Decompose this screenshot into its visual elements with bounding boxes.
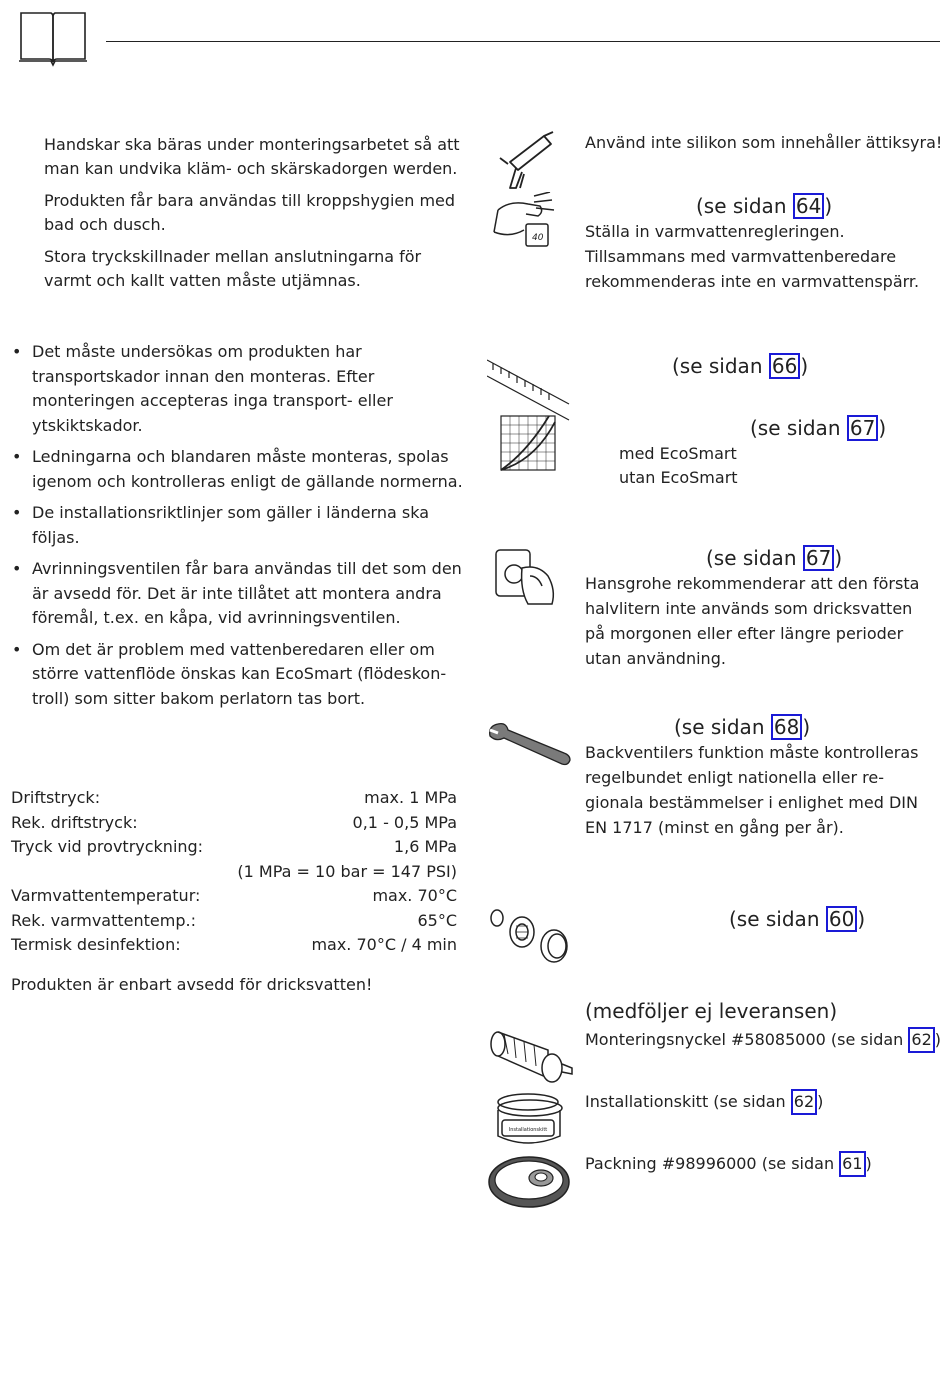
spec-value: 1,6 MPa — [393, 837, 457, 856]
technical-data-table — [11, 786, 457, 958]
safety-paragraph-usage: Produkten får bara användas till kroppshygien med bad och dusch. — [44, 191, 456, 234]
safety-section — [44, 133, 464, 301]
page-link-66[interactable]: 66 — [769, 353, 800, 379]
spec-value: 0,1 - 0,5 MPa — [352, 812, 457, 832]
flow-legend — [619, 442, 738, 490]
page-link-62[interactable]: 62 — [908, 1027, 934, 1053]
spare-parts-page-ref: (se sidan 60 ) — [729, 907, 866, 931]
spec-value: (1 MPa = 10 bar = 147 PSI) — [237, 861, 457, 881]
silicone-warning: Använd inte silikon som innehåller ättiksyra! — [585, 133, 943, 152]
page-link-61[interactable]: 61 — [839, 1151, 865, 1177]
aerator-parts-icon — [488, 904, 572, 964]
mounting-key-icon — [486, 1028, 574, 1086]
gauge-label: 40 — [532, 233, 544, 243]
wrench-icon — [486, 718, 572, 768]
thermostat-hand-icon — [490, 192, 556, 252]
safety-paragraph-gloves: Handskar ska bäras under monteringsarbetet så att man kan undvika kläm- och skärskadorgen werden. — [44, 135, 460, 178]
page-link-67b[interactable]: 67 — [803, 545, 834, 571]
flow-diagram-page-ref: (se sidan 67 ) — [750, 416, 887, 440]
silicone-gun-icon — [496, 130, 558, 192]
spec-row — [11, 786, 457, 811]
list-item: • Avrinningsventilen får bara användas till det som den är avsedd för. Det är inte tillåtet att montera andra föremål, t.ex. en kåpa, vid avrinningsventilen. — [12, 557, 467, 631]
list-item: • Ledningarna och blandaren måste monteras, spolas igenom och kontrolleras enligt de gällande normerna. — [12, 445, 467, 494]
safety-paragraph-pressure: Stora tryckskillnader mellan anslutningarna för varmt och kallt vatten måste utjämnas. — [44, 247, 422, 290]
kit-label: Installationskitt — [508, 1127, 548, 1133]
accessory-gasket: Packning #98996000 (se sidan 61 ) — [585, 1151, 872, 1177]
spec-label: Varmvattentemperatur: — [11, 886, 201, 905]
page-link-62b[interactable]: 62 — [791, 1089, 817, 1115]
thermostat-text: Ställa in varmvattenregleringen. Tillsammans med varmvattenberedare rekommenderas inte en varmvattenspärr. — [585, 222, 920, 291]
page-link-60[interactable]: 60 — [826, 906, 857, 932]
spec-value: max. 1 MPa — [364, 788, 457, 807]
dimensions-page-ref: (se sidan 66 ) — [672, 354, 809, 378]
list-item: • De installationsriktlinjer som gäller i länderna ska följas. — [12, 501, 467, 550]
installation-notes-list — [12, 340, 467, 718]
spec-value: max. 70°C — [372, 886, 457, 905]
gasket-icon — [486, 1154, 572, 1210]
spec-row — [11, 860, 457, 885]
accessories-heading: (medföljer ej leveransen) — [585, 999, 838, 1023]
page-link-64[interactable]: 64 — [793, 193, 824, 219]
spec-row — [11, 909, 457, 934]
flush-text: Hansgrohe rekommenderar att den första halvlitern inte används som dricksvatten på morgonen eller efter längre perioder utan användning. — [585, 574, 920, 668]
flow-legend-without-ecosmart: utan EcoSmart — [619, 468, 738, 487]
manual-book-icon — [18, 10, 88, 68]
spec-row — [11, 884, 457, 909]
dimensions-flow-diagram-icon — [487, 352, 571, 476]
spec-label: Tryck vid provtryckning: — [11, 837, 204, 856]
page-link-68[interactable]: 68 — [771, 714, 802, 740]
list-item: • Om det är problem med vattenberedaren eller om större vattenflöde önskas kan EcoSmart (flödeskontroll) som sitter bakom perlatorn tas bort. — [12, 638, 467, 712]
spec-row — [11, 933, 457, 958]
spec-label: Driftstryck: — [11, 788, 101, 807]
spec-label: Rek. driftstryck: — [11, 812, 138, 832]
accessory-installation-kit: Installationskitt (se sidan 62 ) — [585, 1089, 823, 1115]
drinking-water-note: Produkten är enbart avsedd för dricksvatten! — [11, 975, 373, 994]
spec-row — [11, 835, 457, 860]
service-text: Backventilers funktion måste kontrolleras regelbundet enligt nationella eller regionala bestämmelser i enlighet med DIN EN 1717 (minst en gång per år). — [585, 743, 919, 837]
service-page-ref: (se sidan 68 ) — [674, 715, 811, 739]
flow-legend-with-ecosmart: med EcoSmart — [619, 444, 737, 463]
accessory-mounting-key: Monteringsnyckel #58085000 (se sidan 62 ) — [585, 1027, 941, 1053]
installation-kit-can-icon — [494, 1092, 564, 1148]
spec-label: Rek. varmvattentemp.: — [11, 910, 196, 930]
spec-label: Termisk desinfektion: — [11, 935, 181, 954]
thermostat-page-ref: (se sidan 64 ) — [696, 194, 833, 218]
flush-hand-icon — [492, 546, 562, 608]
header-rule — [106, 41, 940, 42]
spec-value: max. 70°C / 4 min — [311, 935, 457, 954]
spec-value: 65°C — [417, 910, 457, 930]
spec-row — [11, 811, 457, 836]
page-link-67[interactable]: 67 — [847, 415, 878, 441]
list-item: • Det måste undersökas om produkten har transportskador innan den monteras. Efter monteringen accepteras inga transport- eller ytskiktskador. — [12, 340, 467, 438]
flush-page-ref: (se sidan 67 ) — [706, 546, 843, 570]
